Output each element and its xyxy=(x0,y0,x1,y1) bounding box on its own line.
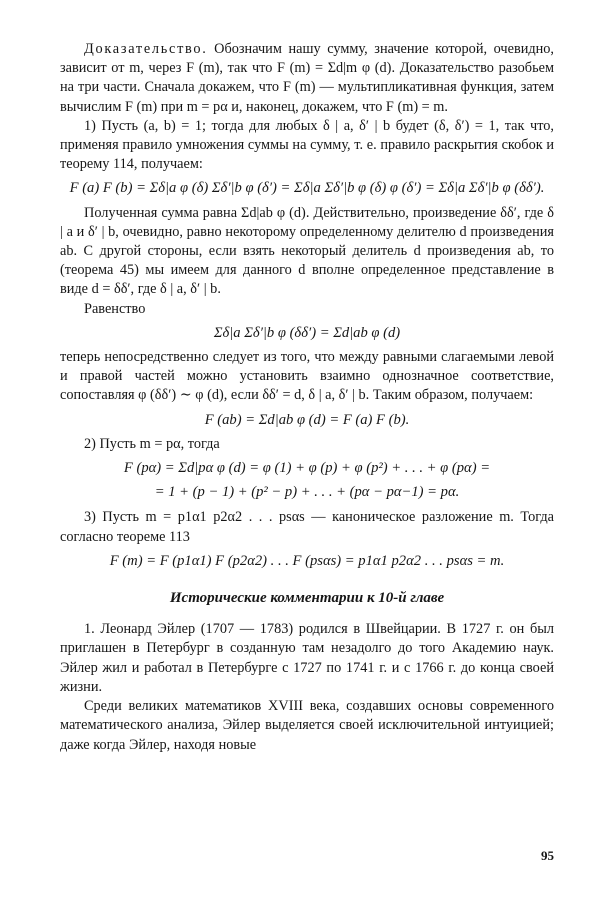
part-one-paragraph: 1) Пусть (a, b) = 1; тогда для любых δ | a, δ′ | b будет (δ, δ′) = 1, так что, применяя правило умножения суммы на сумму, т. е. правило раскрытия скобок и теорему 114, получаем: xyxy=(60,117,554,173)
equality-label: Равенство xyxy=(84,300,146,317)
proof-paragraph xyxy=(60,40,554,117)
proof-intro-text: Обозначим нашу сумму, значение которой, очевидно, зависит от m, через F (m), так что F (m) = Σd|m φ (d). Доказательство разобьем на три части. Сначала докажем, что F (m) — мультипликативная функция, затем вычислим F (m) при m = pα и, наконец, докажем, что F (m) = m. xyxy=(60,41,554,115)
page-number: 95 xyxy=(541,848,554,863)
formula-prime-power-line1: F (pα) = Σd|pα φ (d) = φ (1) + φ (p) + φ (p²) + . . . + φ (pα) = xyxy=(123,460,491,477)
formula-product-sum: F (a) F (b) = Σδ|a φ (δ) Σδ′|b φ (δ′) = Σδ|a Σδ′|b φ (δ) φ (δ′) = Σδ|a Σδ′|b φ (δδ′). xyxy=(69,180,545,197)
formula-multiplicative: F (ab) = Σd|ab φ (d) = F (a) F (b). xyxy=(204,411,410,428)
section-heading: Исторические комментарии к 10-й главе xyxy=(169,590,445,607)
part-three-paragraph: 3) Пусть m = p1α1 p2α2 . . . psαs — каноническое разложение m. Тогда согласно теореме 113 xyxy=(60,509,554,545)
formula-double-sum: Σδ|a Σδ′|b φ (δδ′) = Σd|ab φ (d) xyxy=(213,324,401,341)
formula-prime-power-line2: = 1 + (p − 1) + (p² − p) + . . . + (pα − pα−1) = pα. xyxy=(154,484,460,501)
proof-label: Доказательство. xyxy=(84,41,208,57)
sum-equality-paragraph: Полученная сумма равна Σd|ab φ (d). Действительно, произведение δδ′, где δ | a и δ′ | b, очевидно, равно некоторому определенному делителю d произведения ab. С другой стороны, если взять некоторый делитель d произведения ab, то (теорема 45) мы имеем для данного d вполне определенное представление в виде d = δδ′, где δ | a, δ′ | b. xyxy=(60,204,554,298)
part-two-paragraph: 2) Пусть m = pα, тогда xyxy=(84,435,220,452)
formula-canonical: F (m) = F (p1α1) F (p2α2) . . . F (psαs) = p1α1 p2α2 . . . psαs = m. xyxy=(109,552,505,569)
euler-bio-paragraph: 1. Леонард Эйлер (1707 — 1783) родился в Швейцарии. В 1727 г. он был приглашен в Петербург в созданную там незадолго до того Академию наук. Эйлер жил и работал в Петербурге с 1727 по 1741 г. и с 1766 г. до конца своей жизни. xyxy=(60,621,554,695)
correspondence-paragraph: теперь непосредственно следует из того, что между равными слагаемыми левой и правой частей можно установить взаимно однозначное соответствие, сопоставляя φ (δδ′) ∼ φ (d), если δδ′ = d, δ | a, δ′ | b. Таким образом, получаем: xyxy=(60,349,554,404)
euler-intuition-paragraph: Среди великих математиков XVIII века, создавших основы современного математического анализа, Эйлер выделяется своей исключительной интуицией; даже когда Эйлер, находя новые xyxy=(60,698,554,753)
